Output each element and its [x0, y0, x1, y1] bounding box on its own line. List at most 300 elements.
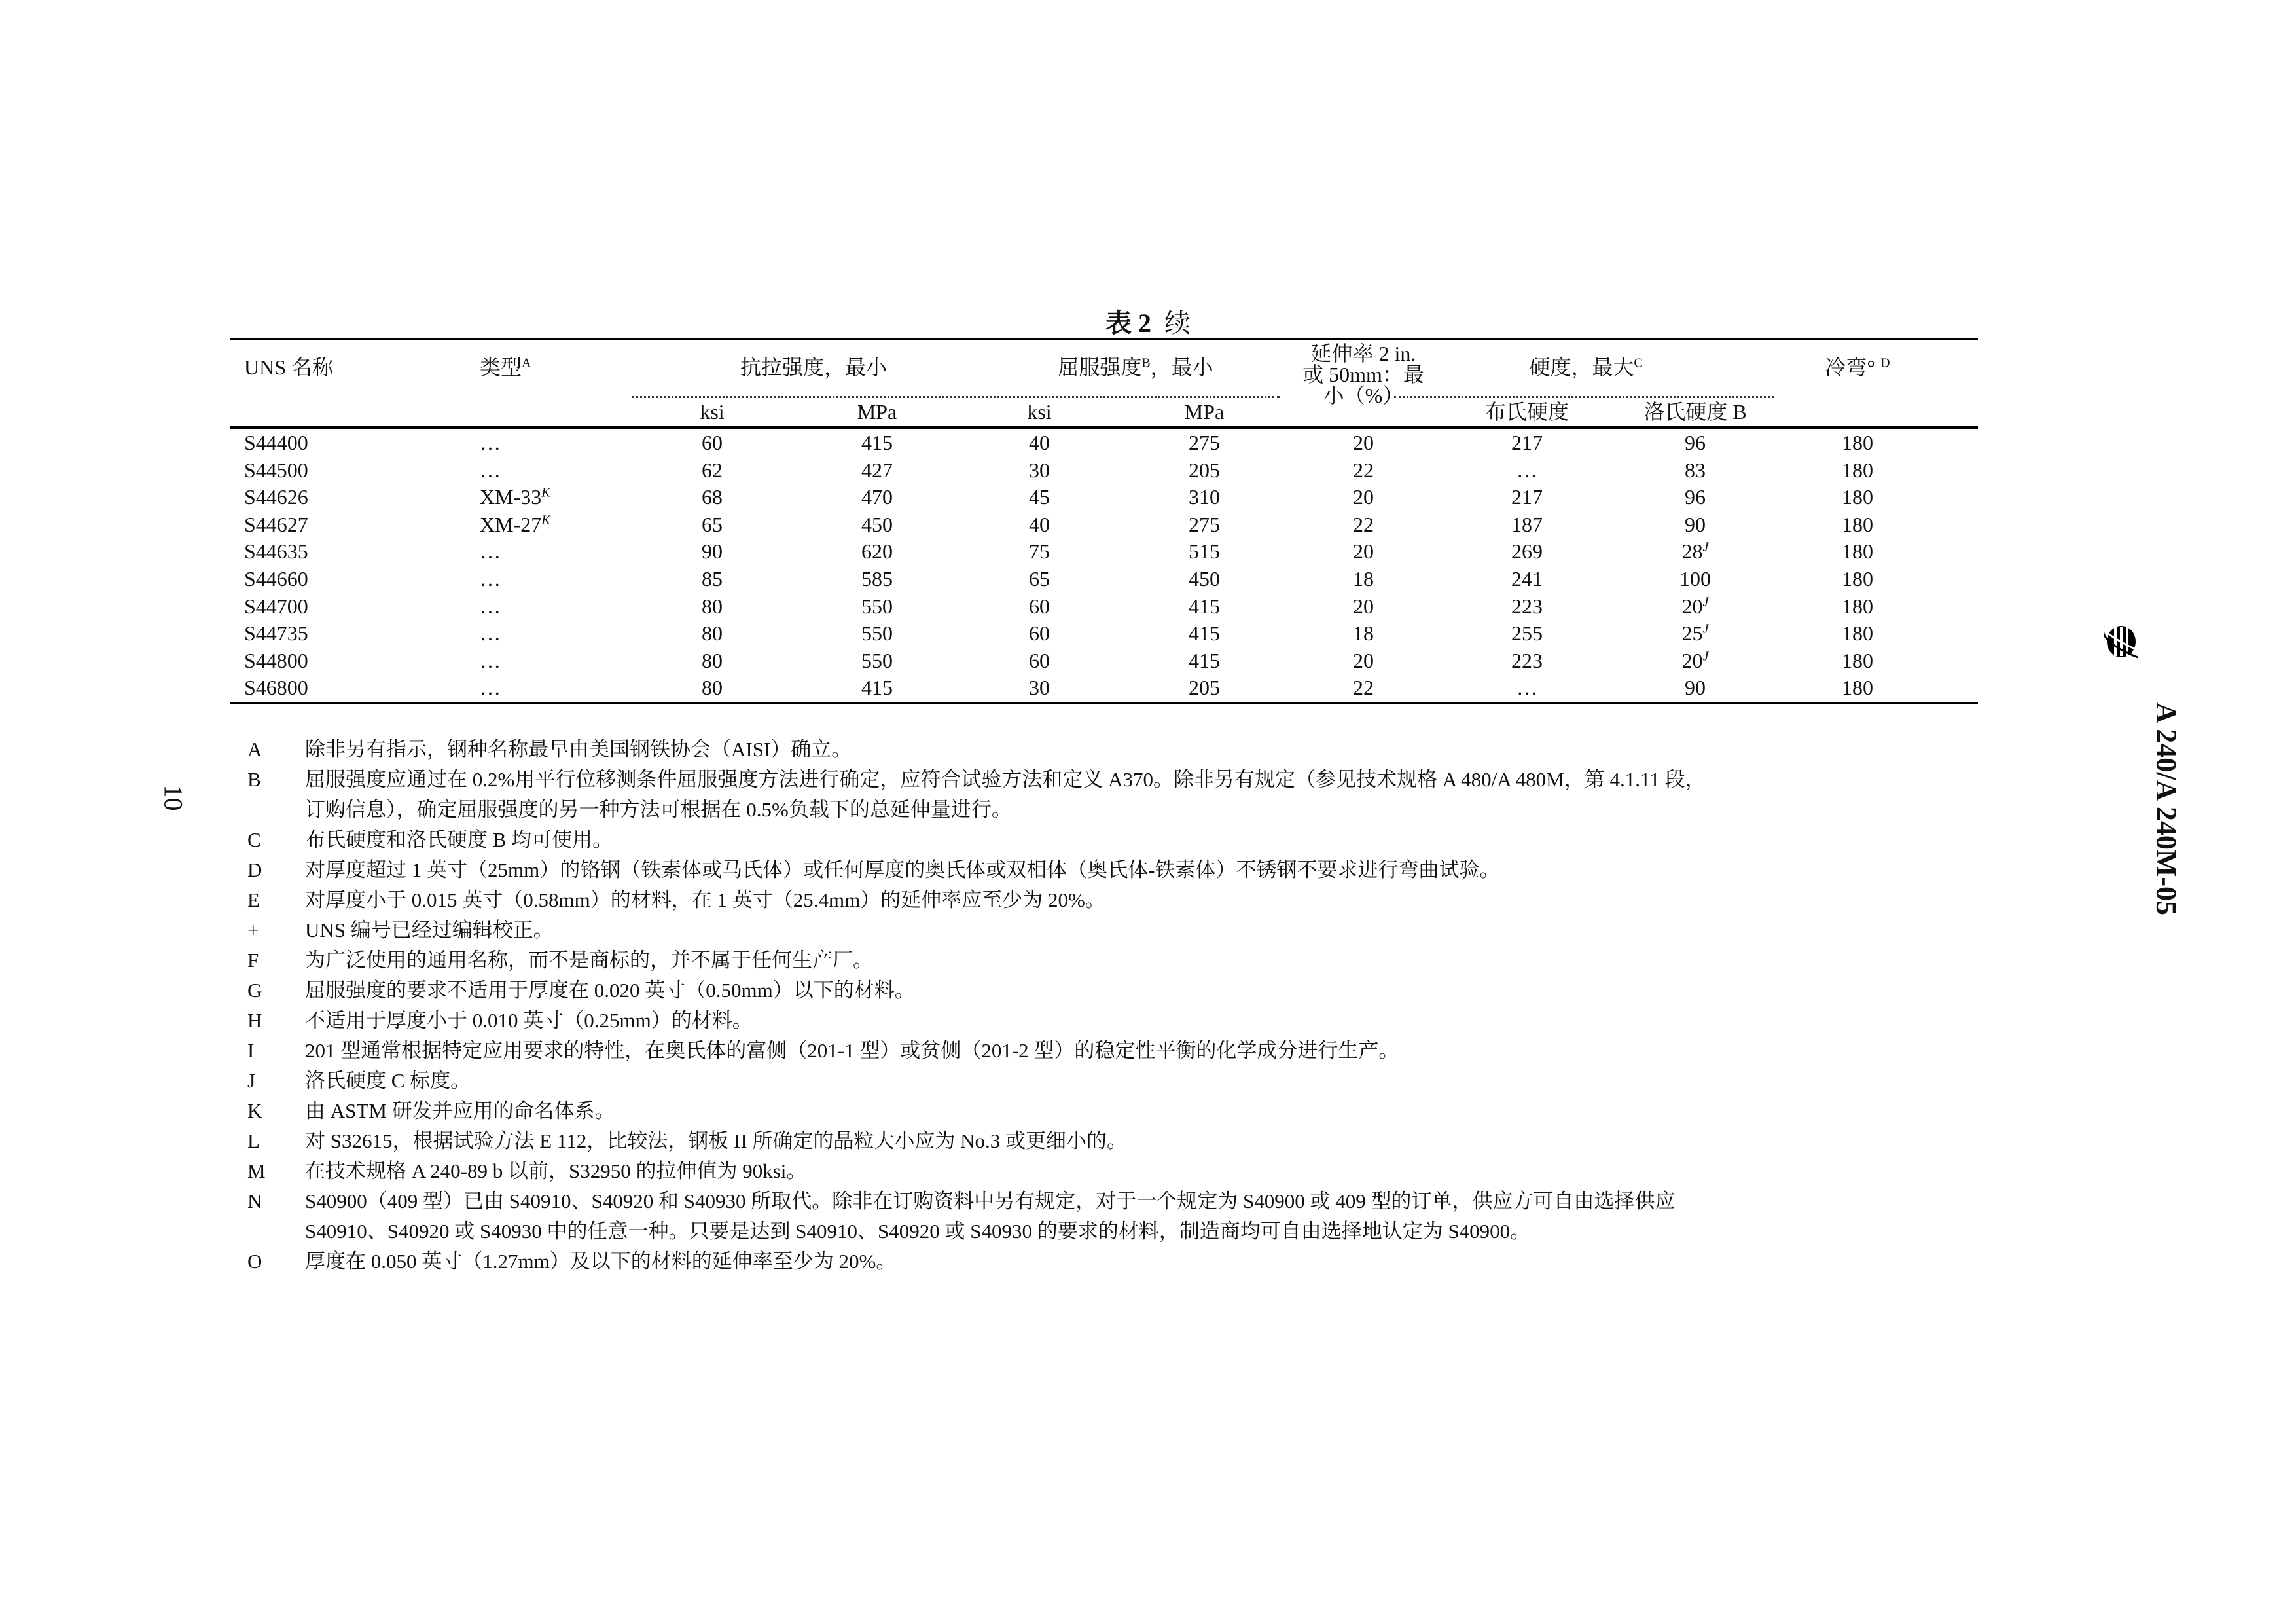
footnote-text-line: 布氏硬度和洛氏硬度 B 均可使用。	[305, 828, 613, 851]
cell-value: S44660	[244, 567, 308, 591]
cell-value: …	[1516, 458, 1537, 482]
footnote-text-line: 订购信息），确定屈服强度的另一种方法可根据在 0.5%负载下的总延伸量进行。	[305, 798, 1012, 821]
cell-value: S44700	[244, 594, 308, 618]
cell-value: S46800	[244, 676, 308, 700]
table-row	[0, 429, 2296, 456]
cell-value: 255	[1511, 621, 1543, 646]
cell-y-ksi	[1029, 647, 1050, 674]
cell-y-mpa	[1189, 429, 1220, 456]
footnote-item	[0, 915, 2296, 945]
cell-elong	[1353, 457, 1374, 484]
cell-value: 40	[1029, 512, 1050, 536]
cell-value: 20	[1681, 648, 1703, 672]
cell-t-ksi	[702, 511, 723, 538]
cell-value: 80	[702, 594, 723, 618]
cell-footnote-ref: K	[541, 485, 550, 500]
cell-bend	[1842, 674, 1873, 701]
footnote-key: K	[247, 1099, 262, 1122]
cell-value: 620	[861, 539, 893, 564]
table-header-rule	[230, 426, 1978, 429]
cell-rockwell	[1679, 566, 1711, 593]
footnote-key: E	[247, 888, 260, 911]
cell-value: 585	[861, 567, 893, 591]
footnote-text-line: 对 S32615，根据试验方法 E 112，比较法，钢板 II 所确定的晶粒大小应为 No.3 或更细小的。	[305, 1129, 1128, 1152]
footnote-item	[0, 1186, 2296, 1247]
cell-y-mpa	[1189, 593, 1220, 620]
cell-brinell	[1516, 674, 1537, 701]
footnote-text-line: S40910、S40920 或 S40930 中的任意一种。只要是达到 S40910、S40920 或 S40930 的要求的材料，制造商均可自由选择地认定为 S40900。	[305, 1220, 1531, 1243]
cell-y-ksi	[1029, 593, 1050, 620]
cell-value: 427	[861, 458, 893, 482]
cell-value: 180	[1842, 594, 1873, 618]
cell-value: 180	[1842, 621, 1873, 646]
header-type-label: 类型	[480, 356, 522, 379]
header-yield-mpa: MPa	[1184, 400, 1225, 424]
footnote-key: M	[247, 1159, 266, 1182]
cell-t-ksi	[702, 429, 723, 456]
cell-y-ksi	[1029, 429, 1050, 456]
cell-value: 75	[1029, 539, 1050, 564]
cell-rockwell	[1685, 457, 1706, 484]
footnote-text-line: 对厚度小于 0.015 英寸（0.58mm）的材料，在 1 英寸（25.4mm）的延伸率应至少为 20%。	[305, 888, 1105, 911]
cell-y-ksi	[1029, 484, 1050, 511]
cell-bend	[1842, 429, 1873, 456]
cell-value: 20	[1353, 594, 1374, 618]
header-tensile-mpa: MPa	[857, 400, 897, 424]
header-hardness-label: 硬度，最大	[1529, 356, 1634, 379]
cell-value: 30	[1029, 676, 1050, 700]
footnote-text-line: 屈服强度应通过在 0.2%用平行位移测条件屈服强度方法进行确定，应符合试验方法和定义 A370。除非另有规定（参见技术规格 A 480/A 480M，第 4.1.11 段，	[305, 768, 1706, 791]
header-yield-suffix: ，最小	[1150, 356, 1213, 379]
cell-value: S44500	[244, 458, 308, 482]
footnote-text-line: 洛氏硬度 C 标度。	[305, 1069, 471, 1092]
footnote-key: F	[247, 949, 259, 972]
cell-type	[480, 593, 501, 620]
cell-value: 550	[861, 648, 893, 672]
cell-elong	[1353, 674, 1374, 701]
cell-value: 515	[1189, 539, 1220, 564]
cell-value: …	[480, 458, 501, 482]
header-yield-footnote: B	[1141, 356, 1151, 371]
table-row	[0, 511, 2296, 538]
cell-y-ksi	[1029, 674, 1050, 701]
cell-value: 415	[861, 431, 893, 454]
footnote-item	[0, 976, 2296, 1006]
cell-value: S44400	[244, 431, 308, 454]
cell-value: 20	[1353, 539, 1374, 564]
cell-uns	[244, 429, 308, 456]
cell-elong	[1353, 647, 1374, 674]
footnote-key: L	[247, 1129, 260, 1152]
table-top-rule	[230, 338, 1978, 340]
table-row	[0, 566, 2296, 593]
cell-y-mpa	[1189, 674, 1220, 701]
cell-brinell	[1511, 511, 1543, 538]
cell-bend	[1842, 457, 1873, 484]
cell-type	[480, 674, 501, 701]
cell-value: …	[480, 539, 501, 564]
cell-value: 217	[1511, 485, 1543, 509]
header-tensile	[740, 356, 887, 379]
cell-value: 217	[1511, 431, 1543, 454]
footnote-key: +	[247, 919, 259, 941]
cell-elong	[1353, 429, 1374, 456]
cell-t-ksi	[702, 484, 723, 511]
cell-t-ksi	[702, 620, 723, 647]
cell-brinell	[1511, 593, 1543, 620]
table-row	[0, 647, 2296, 674]
cell-value: 415	[1189, 594, 1220, 618]
cell-value: 22	[1353, 676, 1374, 700]
cell-brinell	[1511, 538, 1543, 565]
cell-type	[480, 511, 550, 538]
header-uns-label: UNS 名称	[244, 356, 334, 379]
cell-value: 241	[1511, 567, 1543, 591]
cell-bend	[1842, 620, 1873, 647]
header-elongation-line2: 或 50mm：最	[1302, 363, 1424, 386]
cell-t-mpa	[861, 593, 893, 620]
cell-t-mpa	[861, 538, 893, 565]
cell-value: …	[480, 648, 501, 672]
cell-value: 550	[861, 594, 893, 618]
cell-y-ksi	[1029, 538, 1050, 565]
footnote-key: O	[247, 1250, 262, 1273]
footnote-item	[0, 855, 2296, 885]
footnote-key: N	[247, 1190, 262, 1213]
table-row	[0, 674, 2296, 701]
cell-value: 60	[702, 431, 723, 454]
header-bend-label: 冷弯°	[1825, 356, 1876, 379]
cell-bend	[1842, 484, 1873, 511]
footnote-text-line: 屈服强度的要求不适用于厚度在 0.020 英寸（0.50mm）以下的材料。	[305, 979, 915, 1002]
cell-t-mpa	[861, 429, 893, 456]
cell-value: 60	[1029, 621, 1050, 646]
header-rockwell: 洛氏硬度 B	[1643, 400, 1747, 424]
cell-value: 90	[1685, 676, 1706, 700]
cell-elong	[1353, 484, 1374, 511]
cell-value: S44800	[244, 648, 308, 672]
cell-t-mpa	[861, 620, 893, 647]
cell-value: 450	[861, 512, 893, 536]
table-row	[0, 593, 2296, 620]
footnote-item	[0, 1096, 2296, 1126]
cell-y-ksi	[1029, 511, 1050, 538]
cell-y-mpa	[1189, 484, 1220, 511]
cell-value: 269	[1511, 539, 1543, 564]
cell-value: 25	[1681, 621, 1703, 646]
cell-value: 30	[1029, 458, 1050, 482]
hardness-group-underline	[1394, 396, 1774, 398]
cell-value: 96	[1685, 431, 1706, 454]
cell-value: 450	[1189, 567, 1220, 591]
astm-logo-icon	[2104, 619, 2138, 665]
cell-value: 80	[702, 648, 723, 672]
cell-elong	[1353, 566, 1374, 593]
table-row	[0, 538, 2296, 565]
cell-rockwell	[1685, 429, 1706, 456]
cell-value: 60	[1029, 648, 1050, 672]
cell-uns	[244, 647, 308, 674]
header-elongation-line3: 小（%）	[1323, 384, 1404, 407]
cell-type	[480, 538, 501, 565]
footnote-key: G	[247, 979, 262, 1002]
cell-value: 45	[1029, 485, 1050, 509]
cell-value: 65	[1029, 567, 1050, 591]
cell-value: 275	[1189, 431, 1220, 454]
cell-value: 180	[1842, 485, 1873, 509]
cell-y-mpa	[1189, 620, 1220, 647]
cell-value: 20	[1353, 485, 1374, 509]
cell-value: 20	[1353, 648, 1374, 672]
cell-rockwell	[1682, 620, 1709, 647]
cell-uns	[244, 511, 308, 538]
cell-value: 187	[1511, 512, 1543, 536]
footnote-item	[0, 885, 2296, 915]
cell-uns	[244, 566, 308, 593]
cell-footnote-ref: J	[1702, 594, 1709, 609]
footnote-item	[0, 1126, 2296, 1156]
cell-bend	[1842, 566, 1873, 593]
cell-brinell	[1516, 457, 1537, 484]
cell-brinell	[1511, 566, 1543, 593]
cell-rockwell	[1682, 593, 1709, 620]
cell-y-mpa	[1189, 566, 1220, 593]
cell-value: 180	[1842, 431, 1873, 454]
cell-uns	[244, 538, 308, 565]
header-brinell: 布氏硬度	[1484, 400, 1570, 424]
cell-value: XM-27	[480, 512, 542, 536]
cell-value: 20	[1353, 431, 1374, 454]
cell-value: 65	[702, 512, 723, 536]
table-row	[0, 484, 2296, 511]
cell-value: 80	[702, 621, 723, 646]
cell-elong	[1353, 620, 1374, 647]
cell-value: 18	[1353, 621, 1374, 646]
cell-value: …	[480, 594, 501, 618]
cell-value: 40	[1029, 431, 1050, 454]
cell-value: 28	[1681, 539, 1703, 564]
cell-value: 80	[702, 676, 723, 700]
header-tensile-ksi: ksi	[700, 400, 725, 424]
cell-footnote-ref: J	[1702, 539, 1709, 555]
cell-y-ksi	[1029, 620, 1050, 647]
cell-value: 20	[1681, 594, 1703, 618]
table-title-number: 表 2	[1105, 308, 1151, 338]
header-hardness	[1529, 356, 1642, 379]
cell-t-ksi	[702, 538, 723, 565]
cell-y-mpa	[1189, 457, 1220, 484]
footnote-key: B	[247, 768, 261, 791]
cell-t-mpa	[861, 511, 893, 538]
cell-value: 180	[1842, 567, 1873, 591]
cell-value: …	[480, 567, 501, 591]
cell-brinell	[1511, 484, 1543, 511]
cell-value: 205	[1189, 458, 1220, 482]
cell-uns	[244, 593, 308, 620]
cell-value: 415	[861, 676, 893, 700]
cell-y-mpa	[1189, 538, 1220, 565]
footnote-key: C	[247, 828, 261, 851]
cell-value: …	[480, 676, 501, 700]
footnote-item	[0, 735, 2296, 765]
cell-t-mpa	[861, 484, 893, 511]
cell-value: 470	[861, 485, 893, 509]
cell-value: 180	[1842, 539, 1873, 564]
footnote-text-line: 201 型通常根据特定应用要求的特性，在奥氏体的富侧（201-1 型）或贫侧（201-2 型）的稳定性平衡的化学成分进行生产。	[305, 1039, 1399, 1062]
footnote-key: J	[247, 1069, 256, 1092]
footnote-text-line: 对厚度超过 1 英寸（25mm）的铬钢（铁素体或马氏体）或任何厚度的奥氏体或双相体（奥氏体-铁素体）不锈钢不要求进行弯曲试验。	[305, 858, 1500, 881]
cell-bend	[1842, 511, 1873, 538]
footnote-item	[0, 825, 2296, 855]
cell-bend	[1842, 593, 1873, 620]
cell-t-mpa	[861, 674, 893, 701]
cell-t-mpa	[861, 647, 893, 674]
cell-value: S44626	[244, 485, 308, 509]
cell-brinell	[1511, 620, 1543, 647]
cell-uns	[244, 674, 308, 701]
footnote-key: D	[247, 858, 262, 881]
cell-uns	[244, 620, 308, 647]
footnote-key: A	[247, 738, 262, 761]
footnote-item	[0, 1036, 2296, 1066]
cell-value: 180	[1842, 458, 1873, 482]
cell-value: 85	[702, 567, 723, 591]
cell-value: 180	[1842, 512, 1873, 536]
footnote-key: I	[247, 1039, 255, 1062]
header-yield-label: 屈服强度	[1058, 356, 1142, 379]
cell-type	[480, 620, 501, 647]
cell-value: 90	[702, 539, 723, 564]
footnote-text-line: UNS 编号已经过编辑校正。	[305, 919, 554, 941]
cell-brinell	[1511, 429, 1543, 456]
footnote-item	[0, 1247, 2296, 1277]
header-bend	[1825, 356, 1890, 379]
cell-value: S44735	[244, 621, 308, 646]
cell-type	[480, 457, 501, 484]
cell-value: S44627	[244, 512, 308, 536]
table-row	[0, 457, 2296, 484]
cell-y-ksi	[1029, 457, 1050, 484]
cell-value: XM-33	[480, 485, 542, 509]
cell-value: 62	[702, 458, 723, 482]
header-uns	[244, 356, 333, 379]
cell-t-ksi	[702, 674, 723, 701]
cell-value: 310	[1189, 485, 1220, 509]
footnote-text-line: 除非另有指示，钢种名称最早由美国钢铁协会（AISI）确立。	[305, 738, 852, 761]
cell-value: 223	[1511, 594, 1543, 618]
cell-t-mpa	[861, 566, 893, 593]
page-number: 10	[158, 784, 188, 811]
cell-uns	[244, 484, 308, 511]
cell-value: 90	[1685, 512, 1706, 536]
cell-value: …	[480, 621, 501, 646]
cell-type	[480, 647, 501, 674]
cell-elong	[1353, 593, 1374, 620]
header-elongation-line1: 延伸率 2 in.	[1310, 342, 1416, 365]
cell-value: 100	[1679, 567, 1711, 591]
cell-rockwell	[1682, 538, 1709, 565]
cell-rockwell	[1685, 484, 1706, 511]
header-elongation	[1302, 343, 1424, 406]
footnote-item	[0, 765, 2296, 825]
cell-bend	[1842, 647, 1873, 674]
cell-bend	[1842, 538, 1873, 565]
cell-value: 60	[1029, 594, 1050, 618]
cell-t-ksi	[702, 593, 723, 620]
footnote-text-line: 不适用于厚度小于 0.010 英寸（0.25mm）的材料。	[305, 1009, 753, 1032]
header-type	[480, 356, 531, 379]
footnote-text-line: 为广泛使用的通用名称，而不是商标的，并不属于任何生产厂。	[305, 949, 873, 972]
header-tensile-label: 抗拉强度，最小	[740, 356, 888, 379]
cell-value: 18	[1353, 567, 1374, 591]
cell-value: 550	[861, 621, 893, 646]
table-title	[0, 302, 2296, 340]
cell-footnote-ref: K	[541, 513, 550, 528]
table-row	[0, 620, 2296, 647]
footnote-item	[0, 1156, 2296, 1186]
cell-t-ksi	[702, 566, 723, 593]
header-hardness-footnote: C	[1634, 356, 1643, 371]
cell-t-ksi	[702, 457, 723, 484]
cell-value: 223	[1511, 648, 1543, 672]
cell-value: …	[1516, 676, 1537, 700]
header-type-footnote: A	[522, 356, 531, 371]
cell-type	[480, 429, 501, 456]
cell-value: 22	[1353, 458, 1374, 482]
cell-elong	[1353, 538, 1374, 565]
cell-value: 415	[1189, 621, 1220, 646]
cell-value: 180	[1842, 676, 1873, 700]
cell-y-ksi	[1029, 566, 1050, 593]
cell-y-mpa	[1189, 647, 1220, 674]
cell-value: S44635	[244, 539, 308, 564]
cell-type	[480, 484, 550, 511]
table-bottom-rule	[230, 702, 1978, 704]
footnote-text-line: S40900（409 型）已由 S40910、S40920 和 S40930 所取代。除非在订购资料中另有规定，对于一个规定为 S40900 或 409 型的订单，供应方可自由选择供应	[305, 1190, 1676, 1213]
cell-value: 68	[702, 485, 723, 509]
header-yield-ksi: ksi	[1027, 400, 1052, 424]
cell-elong	[1353, 511, 1374, 538]
footnote-item	[0, 1066, 2296, 1096]
table-title-continued: 续	[1164, 308, 1191, 338]
cell-value: 180	[1842, 648, 1873, 672]
standard-code: A 240/A 240M-05	[2150, 702, 2183, 916]
footnote-text-line: 在技术规格 A 240-89 b 以前，S32950 的拉伸值为 90ksi。	[305, 1159, 807, 1182]
cell-value: 205	[1189, 676, 1220, 700]
footnote-item	[0, 945, 2296, 976]
cell-rockwell	[1685, 511, 1706, 538]
cell-rockwell	[1685, 674, 1706, 701]
cell-t-mpa	[861, 457, 893, 484]
header-yield	[1058, 356, 1213, 379]
cell-value: …	[480, 431, 501, 454]
cell-footnote-ref: J	[1702, 649, 1709, 664]
cell-value: 83	[1685, 458, 1706, 482]
cell-value: 275	[1189, 512, 1220, 536]
cell-value: 96	[1685, 485, 1706, 509]
cell-footnote-ref: J	[1702, 621, 1709, 636]
footnote-text-line: 由 ASTM 研发并应用的命名体系。	[305, 1099, 615, 1122]
tensile-group-underline	[632, 396, 1280, 398]
header-bend-footnote: D	[1880, 356, 1890, 371]
cell-t-ksi	[702, 647, 723, 674]
cell-uns	[244, 457, 308, 484]
cell-value: 415	[1189, 648, 1220, 672]
footnote-key: H	[247, 1009, 262, 1032]
cell-brinell	[1511, 647, 1543, 674]
footnote-text-line: 厚度在 0.050 英寸（1.27mm）及以下的材料的延伸率至少为 20%。	[305, 1250, 897, 1273]
footnote-item	[0, 1006, 2296, 1036]
